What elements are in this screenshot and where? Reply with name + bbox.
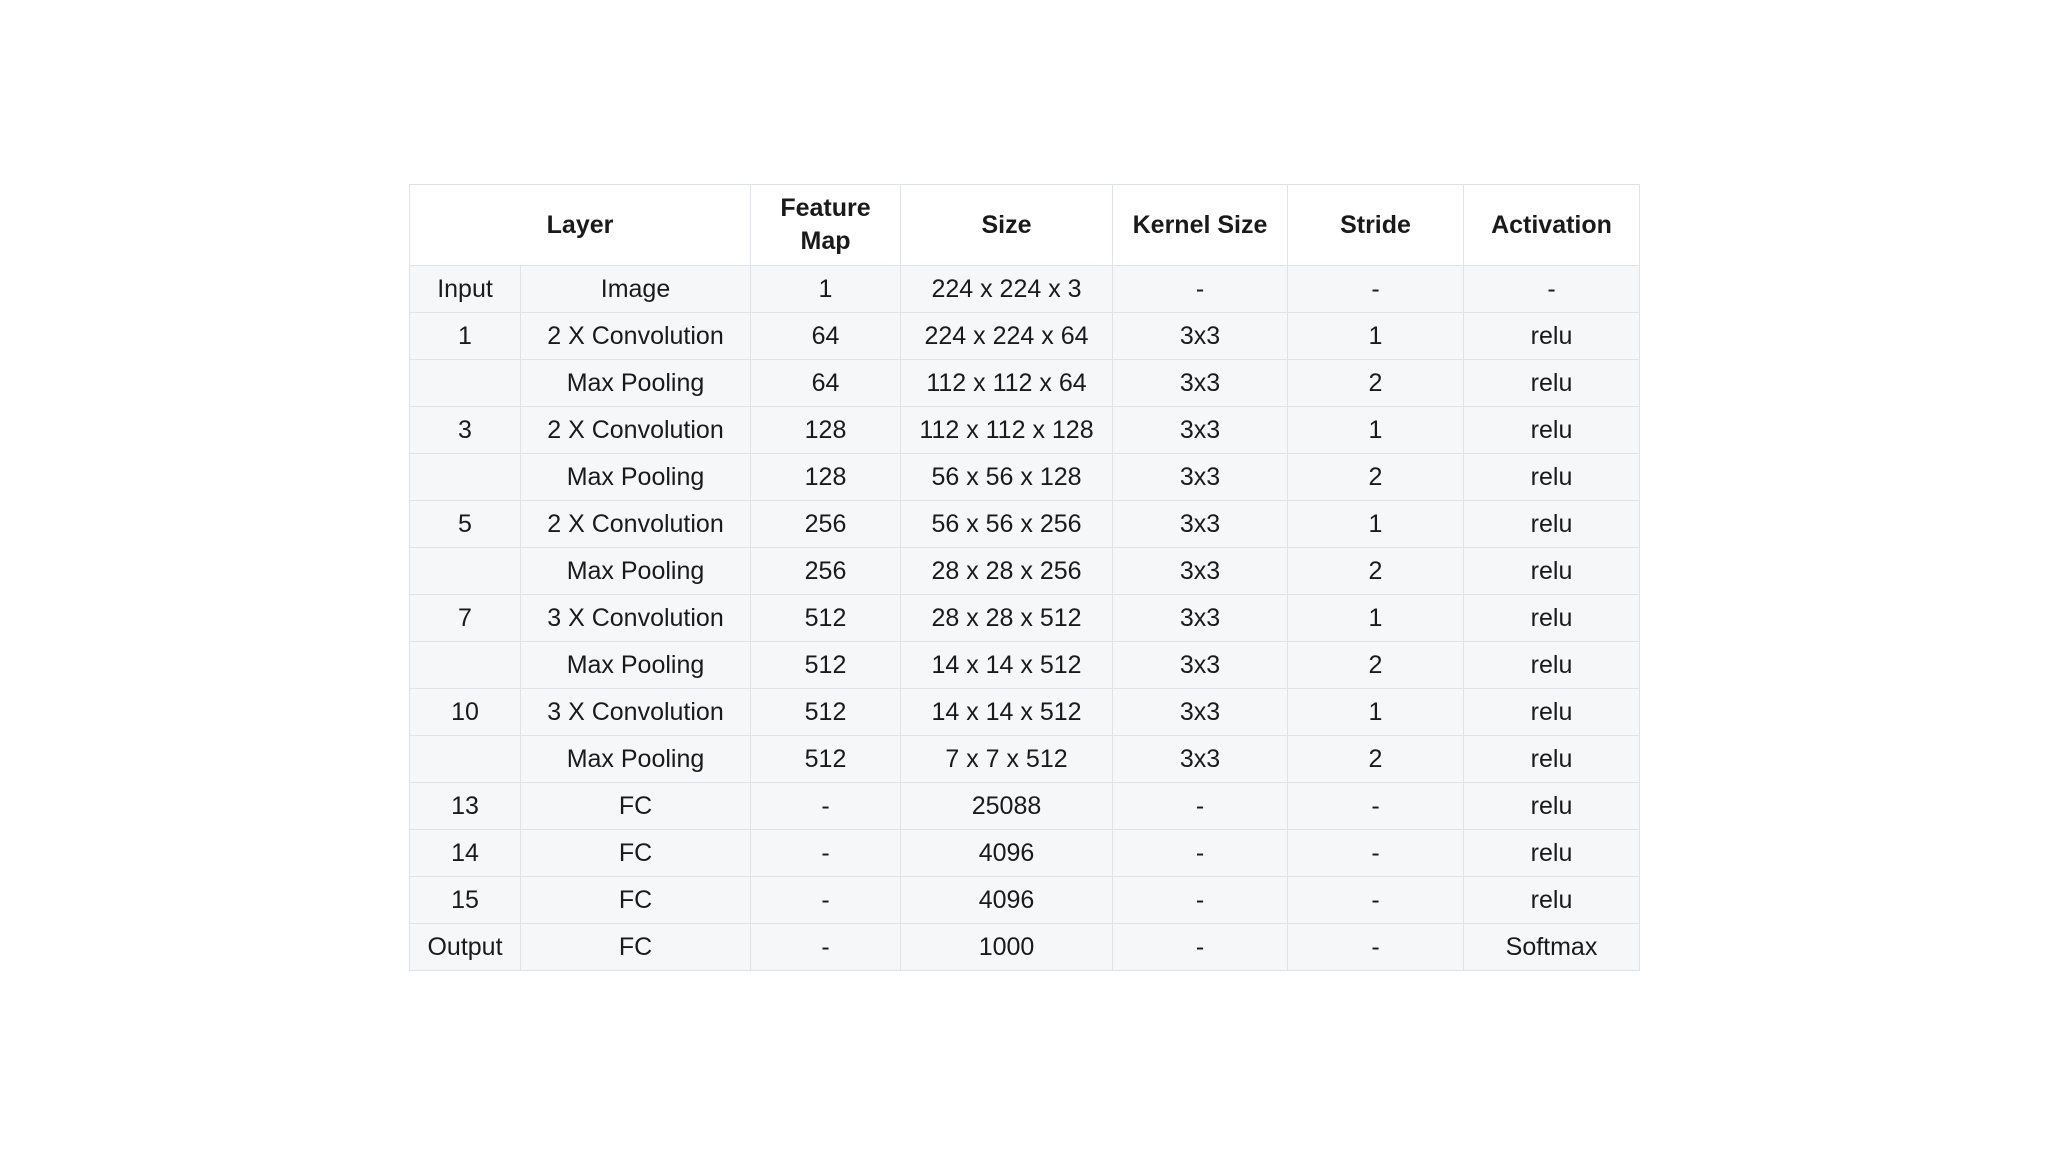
cell-feature-map: 64: [751, 313, 901, 360]
cell-stride: 1: [1288, 689, 1464, 736]
cell-layer-number: 15: [410, 877, 521, 924]
cell-stride: -: [1288, 830, 1464, 877]
architecture-table: [409, 184, 1640, 971]
cell-feature-map: 64: [751, 360, 901, 407]
table-header: [410, 185, 1640, 266]
cell-stride: -: [1288, 877, 1464, 924]
cell-size: 14 x 14 x 512: [901, 689, 1113, 736]
table-row: [410, 360, 1640, 407]
cell-kernel-size: -: [1113, 877, 1288, 924]
cell-size: 4096: [901, 830, 1113, 877]
cell-layer-number: Output: [410, 924, 521, 971]
cell-kernel-size: 3x3: [1113, 313, 1288, 360]
cell-layer-number: 7: [410, 595, 521, 642]
cell-feature-map: -: [751, 924, 901, 971]
cell-stride: -: [1288, 924, 1464, 971]
cell-feature-map: 512: [751, 689, 901, 736]
table-row: [410, 595, 1640, 642]
cell-layer-name: FC: [521, 830, 751, 877]
cell-layer-name: Max Pooling: [521, 548, 751, 595]
cell-activation: relu: [1464, 501, 1640, 548]
cell-layer-number: 14: [410, 830, 521, 877]
architecture-table-container: [409, 184, 1639, 971]
cell-layer-number: 10: [410, 689, 521, 736]
table-row: [410, 877, 1640, 924]
cell-kernel-size: -: [1113, 783, 1288, 830]
cell-activation: relu: [1464, 689, 1640, 736]
header-stride: Stride: [1288, 185, 1464, 266]
cell-size: 7 x 7 x 512: [901, 736, 1113, 783]
cell-activation: relu: [1464, 454, 1640, 501]
cell-kernel-size: 3x3: [1113, 736, 1288, 783]
cell-kernel-size: 3x3: [1113, 642, 1288, 689]
cell-activation: relu: [1464, 736, 1640, 783]
cell-layer-name: 2 X Convolution: [521, 501, 751, 548]
cell-stride: 1: [1288, 595, 1464, 642]
table-row: [410, 266, 1640, 313]
cell-size: 112 x 112 x 64: [901, 360, 1113, 407]
cell-layer-number: [410, 548, 521, 595]
cell-layer-number: 3: [410, 407, 521, 454]
cell-layer-number: Input: [410, 266, 521, 313]
cell-kernel-size: 3x3: [1113, 407, 1288, 454]
cell-activation: relu: [1464, 548, 1640, 595]
cell-stride: -: [1288, 266, 1464, 313]
table-row: [410, 313, 1640, 360]
cell-feature-map: 128: [751, 454, 901, 501]
cell-size: 56 x 56 x 128: [901, 454, 1113, 501]
cell-size: 25088: [901, 783, 1113, 830]
cell-activation: relu: [1464, 830, 1640, 877]
cell-layer-number: 5: [410, 501, 521, 548]
cell-kernel-size: 3x3: [1113, 548, 1288, 595]
cell-feature-map: 256: [751, 501, 901, 548]
cell-feature-map: 1: [751, 266, 901, 313]
header-feature-map: Feature Map: [751, 185, 901, 266]
cell-layer-number: 13: [410, 783, 521, 830]
cell-size: 28 x 28 x 512: [901, 595, 1113, 642]
cell-stride: 1: [1288, 501, 1464, 548]
cell-size: 112 x 112 x 128: [901, 407, 1113, 454]
cell-kernel-size: 3x3: [1113, 501, 1288, 548]
cell-layer-number: [410, 642, 521, 689]
cell-stride: 2: [1288, 454, 1464, 501]
table-row: [410, 830, 1640, 877]
cell-size: 14 x 14 x 512: [901, 642, 1113, 689]
cell-layer-name: 2 X Convolution: [521, 313, 751, 360]
table-row: [410, 407, 1640, 454]
cell-activation: relu: [1464, 642, 1640, 689]
header-activation: Activation: [1464, 185, 1640, 266]
cell-size: 224 x 224 x 3: [901, 266, 1113, 313]
cell-size: 28 x 28 x 256: [901, 548, 1113, 595]
cell-layer-name: FC: [521, 783, 751, 830]
table-row: [410, 783, 1640, 830]
cell-layer-name: 3 X Convolution: [521, 689, 751, 736]
table-row: [410, 454, 1640, 501]
cell-kernel-size: -: [1113, 830, 1288, 877]
cell-kernel-size: 3x3: [1113, 689, 1288, 736]
cell-feature-map: 512: [751, 736, 901, 783]
cell-activation: -: [1464, 266, 1640, 313]
table-row: [410, 689, 1640, 736]
cell-stride: -: [1288, 783, 1464, 830]
cell-stride: 2: [1288, 736, 1464, 783]
cell-size: 56 x 56 x 256: [901, 501, 1113, 548]
cell-feature-map: -: [751, 877, 901, 924]
cell-activation: relu: [1464, 783, 1640, 830]
cell-kernel-size: -: [1113, 924, 1288, 971]
cell-layer-number: 1: [410, 313, 521, 360]
cell-feature-map: 512: [751, 595, 901, 642]
cell-stride: 2: [1288, 360, 1464, 407]
cell-feature-map: 128: [751, 407, 901, 454]
cell-feature-map: -: [751, 783, 901, 830]
cell-layer-number: [410, 360, 521, 407]
cell-feature-map: 512: [751, 642, 901, 689]
cell-size: 224 x 224 x 64: [901, 313, 1113, 360]
cell-layer-name: 3 X Convolution: [521, 595, 751, 642]
cell-feature-map: -: [751, 830, 901, 877]
cell-stride: 1: [1288, 313, 1464, 360]
cell-kernel-size: -: [1113, 266, 1288, 313]
cell-activation: Softmax: [1464, 924, 1640, 971]
table-row: [410, 924, 1640, 971]
cell-layer-number: [410, 736, 521, 783]
cell-stride: 1: [1288, 407, 1464, 454]
cell-size: 1000: [901, 924, 1113, 971]
header-layer: Layer: [410, 185, 751, 266]
cell-layer-name: Max Pooling: [521, 454, 751, 501]
cell-activation: relu: [1464, 595, 1640, 642]
cell-activation: relu: [1464, 407, 1640, 454]
cell-activation: relu: [1464, 877, 1640, 924]
cell-stride: 2: [1288, 642, 1464, 689]
cell-layer-number: [410, 454, 521, 501]
table-row: [410, 642, 1640, 689]
cell-layer-name: FC: [521, 924, 751, 971]
cell-size: 4096: [901, 877, 1113, 924]
table-row: [410, 501, 1640, 548]
cell-stride: 2: [1288, 548, 1464, 595]
cell-feature-map: 256: [751, 548, 901, 595]
header-size: Size: [901, 185, 1113, 266]
cell-layer-name: Max Pooling: [521, 360, 751, 407]
cell-kernel-size: 3x3: [1113, 360, 1288, 407]
cell-layer-name: 2 X Convolution: [521, 407, 751, 454]
table-row: [410, 736, 1640, 783]
cell-layer-name: Max Pooling: [521, 642, 751, 689]
cell-kernel-size: 3x3: [1113, 454, 1288, 501]
header-kernel-size: Kernel Size: [1113, 185, 1288, 266]
cell-layer-name: FC: [521, 877, 751, 924]
table-row: [410, 548, 1640, 595]
cell-activation: relu: [1464, 313, 1640, 360]
cell-layer-name: Image: [521, 266, 751, 313]
table-body: [410, 266, 1640, 971]
header-row: [410, 185, 1640, 266]
cell-layer-name: Max Pooling: [521, 736, 751, 783]
cell-activation: relu: [1464, 360, 1640, 407]
cell-kernel-size: 3x3: [1113, 595, 1288, 642]
